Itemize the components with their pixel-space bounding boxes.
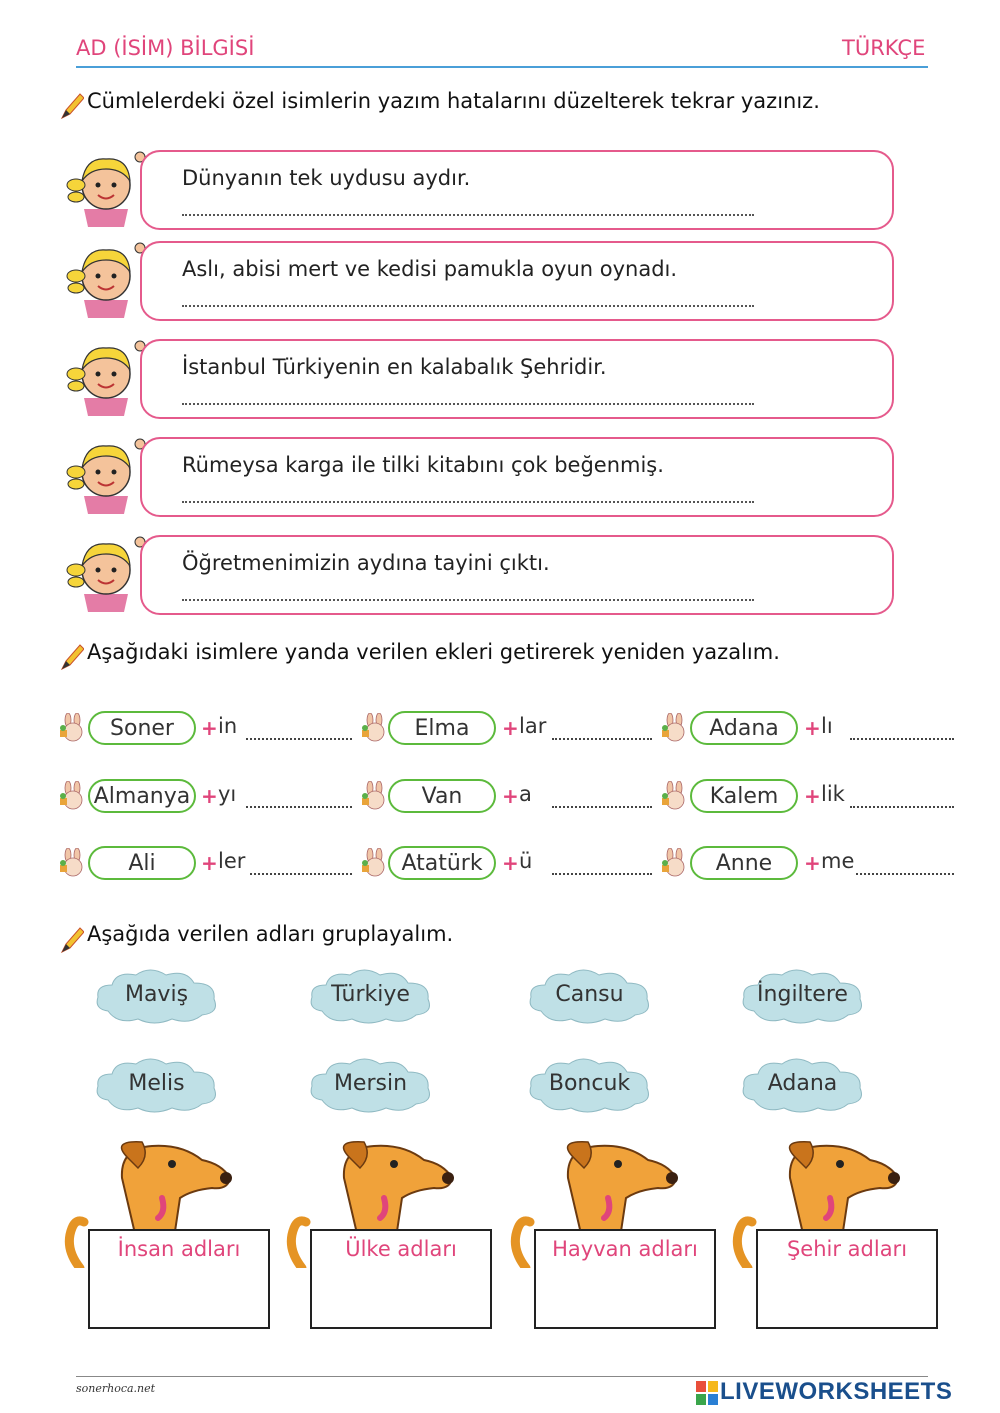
girl-icon xyxy=(66,434,146,514)
plus-sign: + xyxy=(201,716,218,740)
plus-sign: + xyxy=(502,851,519,875)
cloud-word[interactable]: İngiltere xyxy=(757,982,848,1007)
sentence-text: Dünyanın tek uydusu aydır. xyxy=(182,166,471,190)
suffix-text: a xyxy=(519,782,532,806)
answer-line[interactable] xyxy=(850,806,954,808)
page-title: AD (İSİM) BİLGİSİ xyxy=(76,36,255,60)
suffix-text: yı xyxy=(218,782,237,806)
answer-line[interactable] xyxy=(182,599,754,601)
pencil-icon xyxy=(58,90,84,120)
suffix-text: ler xyxy=(218,849,246,873)
word-capsule: Almanya xyxy=(88,779,196,813)
girl-icon xyxy=(66,238,146,318)
plus-sign: + xyxy=(201,784,218,808)
group-box[interactable] xyxy=(310,1229,492,1329)
sentence-box xyxy=(140,150,894,230)
suffix-text: lı xyxy=(821,714,833,738)
suffix-text: lik xyxy=(821,782,845,806)
bunny-icon xyxy=(660,848,690,878)
cloud-word[interactable]: Türkiye xyxy=(331,982,410,1007)
group-box[interactable] xyxy=(534,1229,716,1329)
answer-line[interactable] xyxy=(246,806,352,808)
pencil-icon xyxy=(58,641,84,671)
bunny-icon xyxy=(360,713,390,743)
plus-sign: + xyxy=(804,784,821,808)
word-capsule: Soner xyxy=(88,711,196,745)
answer-line[interactable] xyxy=(856,873,954,875)
group-label: Şehir adları xyxy=(786,1237,908,1261)
answer-line[interactable] xyxy=(182,214,754,216)
answer-line[interactable] xyxy=(552,873,652,875)
word-capsule: Van xyxy=(388,779,496,813)
group-label: Ülke adları xyxy=(345,1237,457,1261)
footer-divider xyxy=(76,1376,928,1377)
group-box[interactable] xyxy=(756,1229,938,1329)
word-capsule: Elma xyxy=(388,711,496,745)
plus-sign: + xyxy=(201,851,218,875)
bunny-icon xyxy=(58,781,88,811)
bunny-icon xyxy=(58,848,88,878)
girl-icon xyxy=(66,532,146,612)
bunny-icon xyxy=(660,781,690,811)
liveworksheets-logo-icon xyxy=(696,1381,718,1405)
section1-instruction: Cümlelerdeki özel isimlerin yazım hatalarını düzelterek tekrar yazınız. xyxy=(87,89,820,113)
plus-sign: + xyxy=(804,716,821,740)
pencil-icon xyxy=(58,924,84,954)
plus-sign: + xyxy=(804,851,821,875)
word-capsule: Atatürk xyxy=(388,846,496,880)
answer-line[interactable] xyxy=(552,738,652,740)
sentence-box xyxy=(140,241,894,321)
girl-icon xyxy=(66,336,146,416)
suffix-text: ü xyxy=(519,849,533,873)
subject-title: TÜRKÇE xyxy=(842,36,926,60)
cloud-word[interactable]: Mersin xyxy=(333,1071,408,1096)
group-label: Hayvan adları xyxy=(552,1237,698,1261)
word-capsule: Anne xyxy=(690,846,798,880)
header-divider xyxy=(76,66,928,68)
cloud-word[interactable]: Melis xyxy=(128,1071,185,1096)
section2-instruction: Aşağıdaki isimlere yanda verilen ekleri getirerek yeniden yazalım. xyxy=(87,640,780,664)
bunny-icon xyxy=(660,713,690,743)
plus-sign: + xyxy=(502,784,519,808)
suffix-text: lar xyxy=(519,714,547,738)
bunny-icon xyxy=(58,713,88,743)
group-box[interactable] xyxy=(88,1229,270,1329)
answer-line[interactable] xyxy=(182,501,754,503)
cloud-word[interactable]: Maviş xyxy=(124,982,189,1007)
sentence-box xyxy=(140,535,894,615)
word-capsule: Kalem xyxy=(690,779,798,813)
cloud-word[interactable]: Adana xyxy=(767,1071,838,1096)
sentence-box xyxy=(140,339,894,419)
suffix-text: me xyxy=(821,849,855,873)
answer-line[interactable] xyxy=(246,738,352,740)
sentence-text: Rümeysa karga ile tilki kitabını çok beğenmiş. xyxy=(182,453,664,477)
sentence-box xyxy=(140,437,894,517)
cloud-word[interactable]: Boncuk xyxy=(548,1071,631,1096)
sentence-text: Öğretmenimizin aydına tayini çıktı. xyxy=(182,551,550,575)
cloud-word[interactable]: Cansu xyxy=(555,982,624,1007)
section3-instruction: Aşağıda verilen adları gruplayalım. xyxy=(87,922,454,946)
liveworksheets-brand[interactable]: LIVEWORKSHEETS xyxy=(720,1378,953,1405)
suffix-text: in xyxy=(218,714,238,738)
girl-icon xyxy=(66,147,146,227)
answer-line[interactable] xyxy=(250,873,352,875)
site-credit: sonerhoca.net xyxy=(76,1382,156,1395)
answer-line[interactable] xyxy=(182,305,754,307)
group-label: İnsan adları xyxy=(117,1237,241,1261)
word-capsule: Ali xyxy=(88,846,196,880)
bunny-icon xyxy=(360,848,390,878)
answer-line[interactable] xyxy=(552,806,652,808)
plus-sign: + xyxy=(502,716,519,740)
answer-line[interactable] xyxy=(850,738,954,740)
word-capsule: Adana xyxy=(690,711,798,745)
sentence-text: İstanbul Türkiyenin en kalabalık Şehridir. xyxy=(182,355,607,379)
answer-line[interactable] xyxy=(182,403,754,405)
sentence-text: Aslı, abisi mert ve kedisi pamukla oyun oynadı. xyxy=(182,257,678,281)
bunny-icon xyxy=(360,781,390,811)
